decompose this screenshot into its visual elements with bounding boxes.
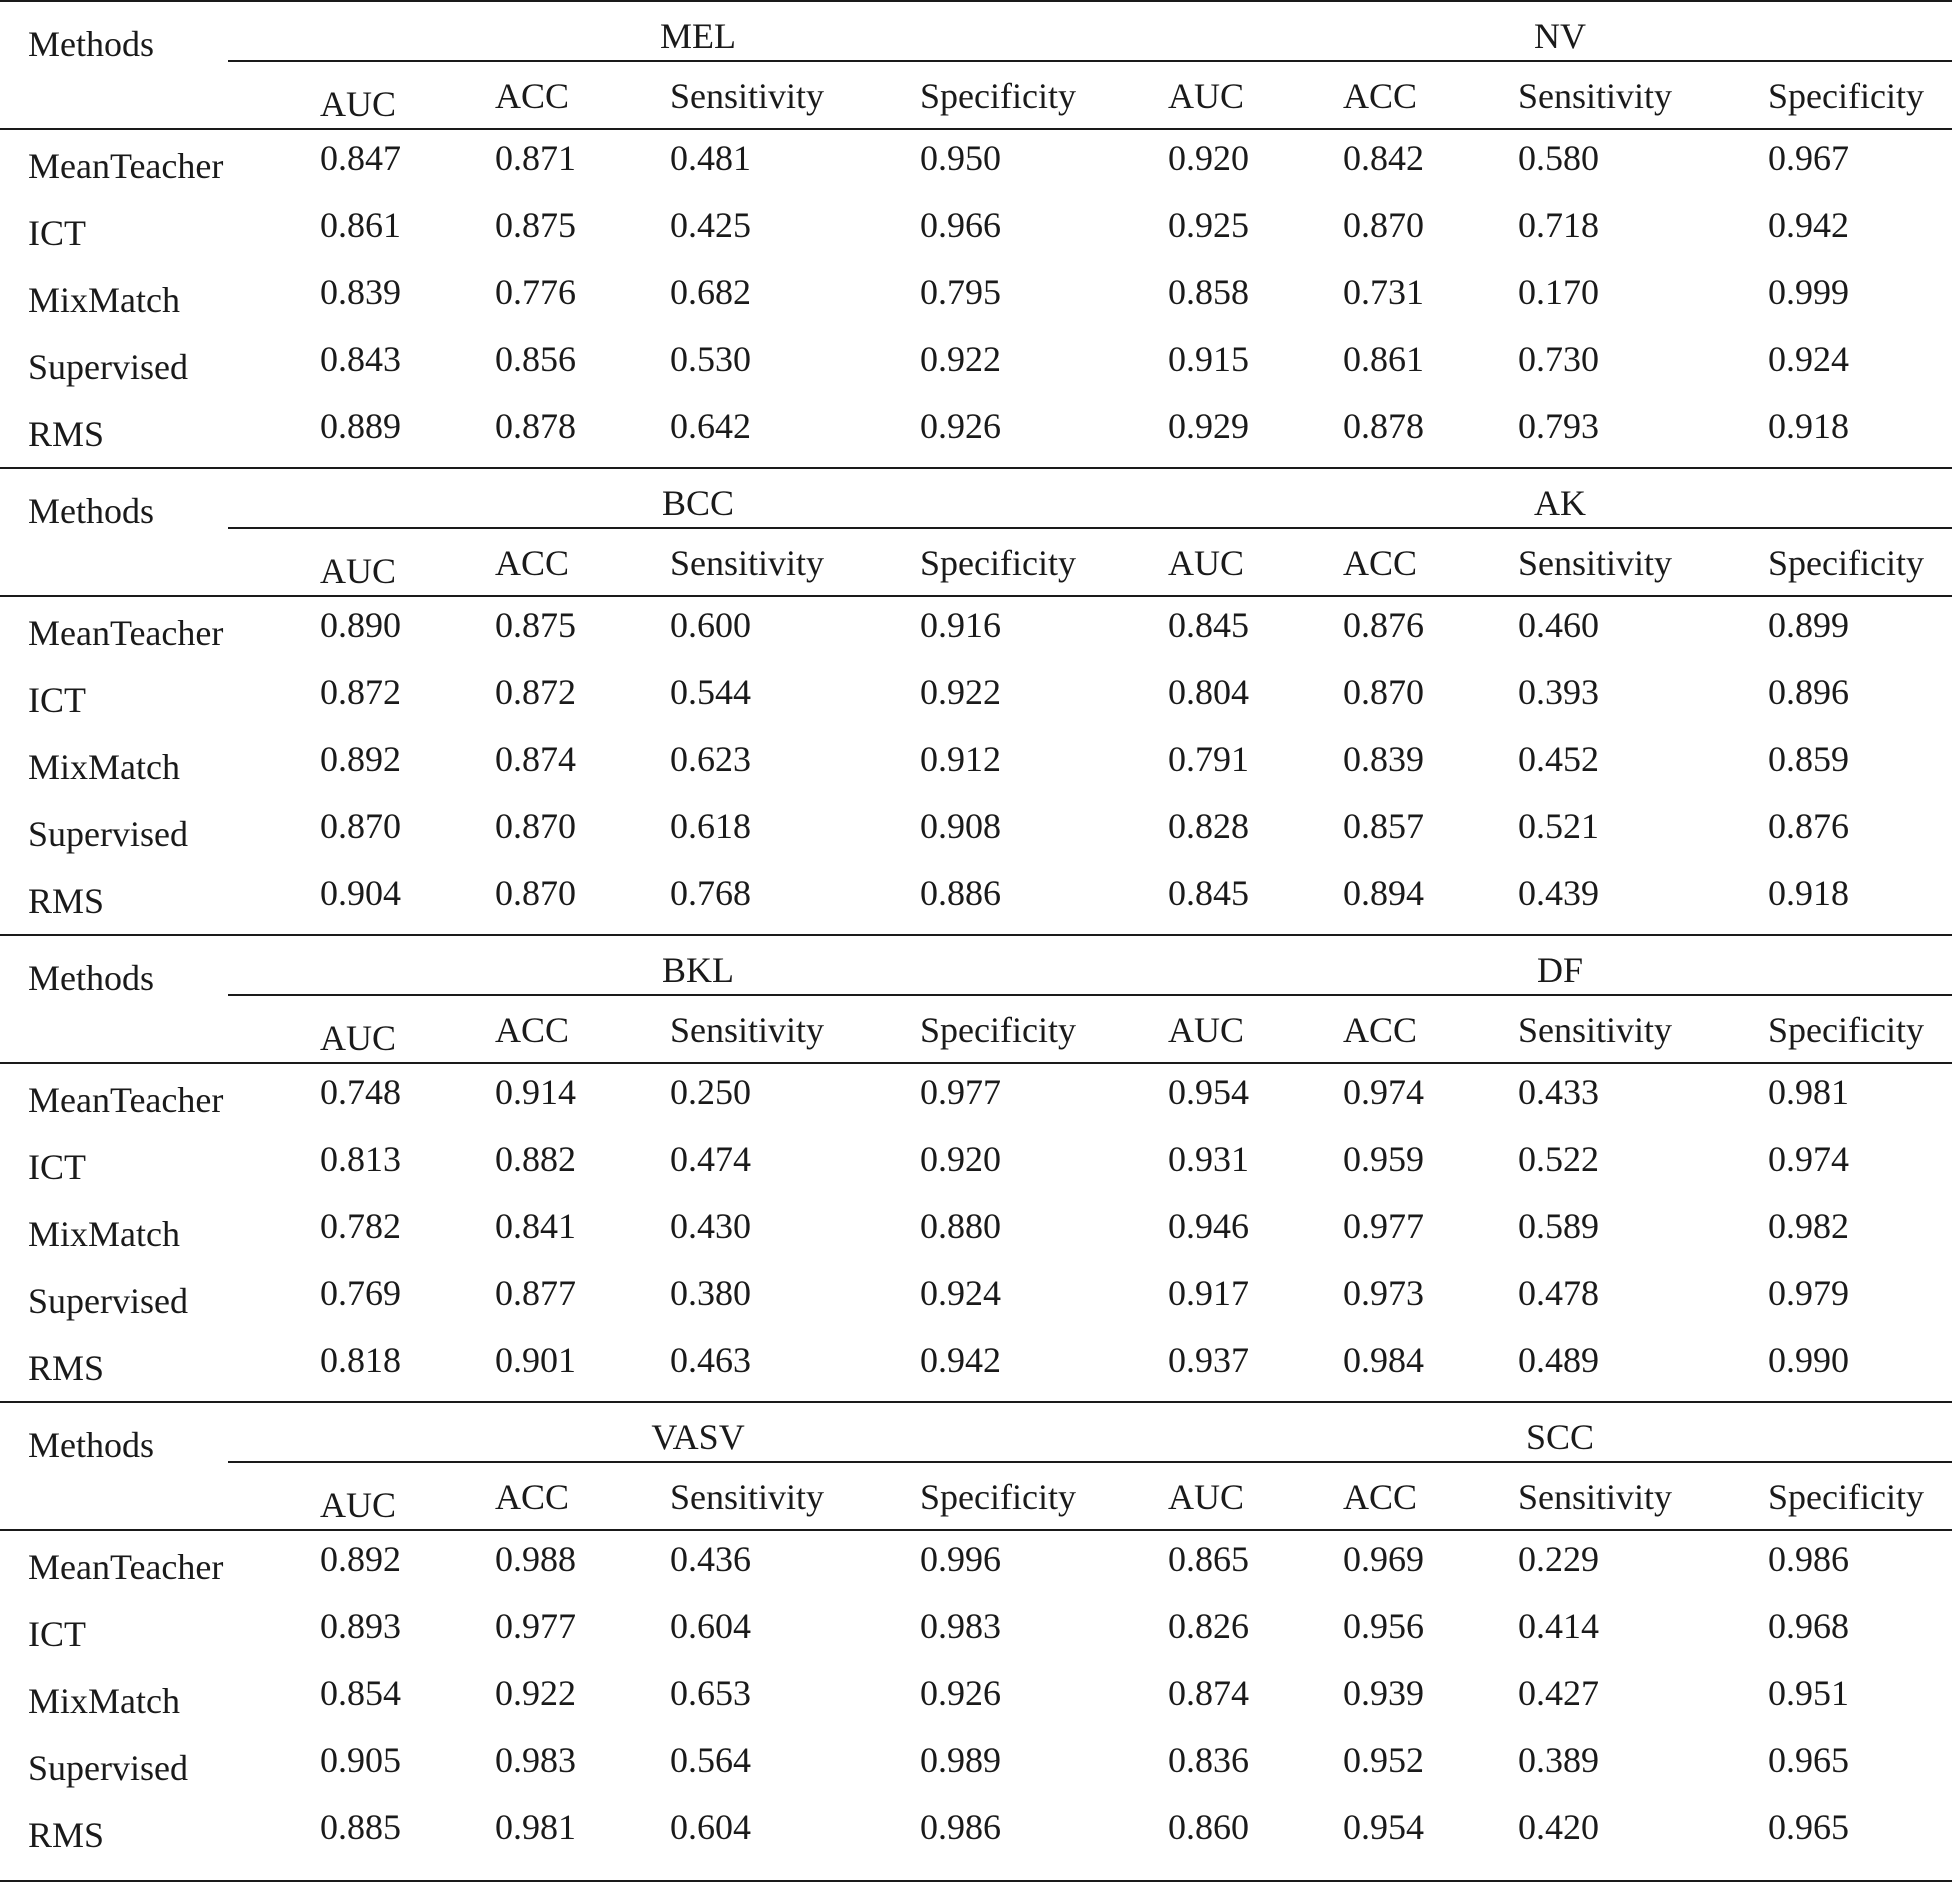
- metric-value: 0.828: [1168, 806, 1249, 846]
- metric-value: 0.877: [495, 1273, 576, 1313]
- metric-value: 0.861: [1343, 339, 1424, 379]
- group-rule: [228, 1461, 1952, 1463]
- metric-header: AUC: [1168, 76, 1245, 116]
- metric-value: 0.988: [495, 1539, 576, 1579]
- metric-value: 0.974: [1768, 1139, 1849, 1179]
- metric-value: 0.982: [1768, 1206, 1849, 1246]
- metric-header: ACC: [495, 1010, 570, 1050]
- metric-value: 0.439: [1518, 873, 1599, 913]
- metric-value: 0.878: [1343, 406, 1424, 446]
- metric-value: 0.600: [670, 605, 751, 645]
- metric-value: 0.870: [495, 806, 576, 846]
- methods-header: Methods: [28, 1425, 154, 1465]
- metric-value: 0.859: [1768, 739, 1849, 779]
- metric-value: 0.870: [1343, 205, 1424, 245]
- metric-value: 0.380: [670, 1273, 751, 1313]
- metric-value: 0.870: [495, 873, 576, 913]
- metric-value: 0.826: [1168, 1606, 1249, 1646]
- metric-value: 0.489: [1518, 1340, 1599, 1380]
- method-name: RMS: [28, 1348, 105, 1388]
- metric-value: 0.922: [495, 1673, 576, 1713]
- metric-value: 0.986: [920, 1807, 1001, 1847]
- metric-value: 0.769: [320, 1273, 401, 1313]
- metric-value: 0.924: [920, 1273, 1001, 1313]
- metric-value: 0.880: [920, 1206, 1001, 1246]
- top-rule: [0, 934, 1952, 936]
- top-rule: [0, 1401, 1952, 1403]
- metric-value: 0.452: [1518, 739, 1599, 779]
- metric-value: 0.890: [320, 605, 401, 645]
- top-rule: [0, 467, 1952, 469]
- metric-value: 0.854: [320, 1673, 401, 1713]
- metric-value: 0.544: [670, 672, 751, 712]
- metric-value: 0.922: [920, 672, 1001, 712]
- metric-value: 0.870: [320, 806, 401, 846]
- metric-header: AUC: [1168, 1477, 1245, 1517]
- metric-value: 0.874: [495, 739, 576, 779]
- method-name: MixMatch: [28, 1681, 180, 1721]
- metric-value: 0.793: [1518, 406, 1599, 446]
- metric-value: 0.618: [670, 806, 751, 846]
- table-block: [0, 934, 1952, 1401]
- metric-value: 0.946: [1168, 1206, 1249, 1246]
- metric-value: 0.564: [670, 1740, 751, 1780]
- metric-value: 0.894: [1343, 873, 1424, 913]
- top-rule: [0, 0, 1952, 2]
- method-name: RMS: [28, 414, 105, 454]
- method-name: MeanTeacher: [28, 146, 224, 186]
- metric-header: ACC: [1343, 76, 1418, 116]
- metric-value: 0.942: [920, 1340, 1001, 1380]
- metric-value: 0.899: [1768, 605, 1849, 645]
- method-name: MeanTeacher: [28, 1547, 224, 1587]
- metric-value: 0.463: [670, 1340, 751, 1380]
- metric-value: 0.886: [920, 873, 1001, 913]
- method-name: Supervised: [28, 1281, 188, 1321]
- metric-value: 0.530: [670, 339, 751, 379]
- metric-value: 0.989: [920, 1740, 1001, 1780]
- metric-header: Specificity: [1768, 543, 1924, 583]
- metric-value: 0.393: [1518, 672, 1599, 712]
- method-name: MixMatch: [28, 747, 180, 787]
- metric-value: 0.973: [1343, 1273, 1424, 1313]
- metric-value: 0.872: [495, 672, 576, 712]
- metric-value: 0.389: [1518, 1740, 1599, 1780]
- metric-header: ACC: [495, 543, 570, 583]
- metric-header: Sensitivity: [670, 1010, 825, 1050]
- metric-value: 0.870: [1343, 672, 1424, 712]
- metric-header: Sensitivity: [1518, 76, 1673, 116]
- metric-value: 0.896: [1768, 672, 1849, 712]
- metric-value: 0.839: [1343, 739, 1424, 779]
- metric-value: 0.893: [320, 1606, 401, 1646]
- metric-value: 0.420: [1518, 1807, 1599, 1847]
- metric-value: 0.782: [320, 1206, 401, 1246]
- metric-value: 0.748: [320, 1072, 401, 1112]
- metric-value: 0.478: [1518, 1273, 1599, 1313]
- metric-header: AUC: [1168, 543, 1245, 583]
- metric-value: 0.818: [320, 1340, 401, 1380]
- method-name: ICT: [28, 680, 86, 720]
- metric-value: 0.965: [1768, 1807, 1849, 1847]
- metric-value: 0.856: [495, 339, 576, 379]
- header-rule: [0, 1529, 1952, 1531]
- metric-value: 0.916: [920, 605, 1001, 645]
- metric-value: 0.875: [495, 205, 576, 245]
- group-rule: [228, 994, 1952, 996]
- metric-value: 0.878: [495, 406, 576, 446]
- metric-value: 0.968: [1768, 1606, 1849, 1646]
- metric-header: ACC: [495, 76, 570, 116]
- metric-value: 0.433: [1518, 1072, 1599, 1112]
- metric-value: 0.959: [1343, 1139, 1424, 1179]
- metric-value: 0.956: [1343, 1606, 1424, 1646]
- method-name: Supervised: [28, 1748, 188, 1788]
- group-rule: [228, 527, 1952, 529]
- metric-value: 0.981: [1768, 1072, 1849, 1112]
- method-name: MixMatch: [28, 1214, 180, 1254]
- metric-header: AUC: [320, 84, 397, 124]
- class-group-header: NV: [1534, 16, 1586, 56]
- metric-header: Sensitivity: [1518, 1477, 1673, 1517]
- metric-value: 0.952: [1343, 1740, 1424, 1780]
- method-name: MixMatch: [28, 280, 180, 320]
- metric-value: 0.589: [1518, 1206, 1599, 1246]
- metric-value: 0.882: [495, 1139, 576, 1179]
- metric-value: 0.875: [495, 605, 576, 645]
- metric-header: Specificity: [1768, 1010, 1924, 1050]
- metric-header: AUC: [320, 551, 397, 591]
- metric-header: Specificity: [1768, 1477, 1924, 1517]
- metric-value: 0.889: [320, 406, 401, 446]
- class-group-header: BCC: [661, 483, 735, 523]
- metric-value: 0.925: [1168, 205, 1249, 245]
- metric-value: 0.999: [1768, 272, 1849, 312]
- metric-header: ACC: [495, 1477, 570, 1517]
- metric-header: AUC: [320, 1485, 397, 1525]
- class-group-header: DF: [1536, 950, 1584, 990]
- metric-header: ACC: [1343, 1477, 1418, 1517]
- metric-value: 0.718: [1518, 205, 1599, 245]
- header-rule: [0, 128, 1952, 130]
- metric-header: Sensitivity: [670, 543, 825, 583]
- metric-value: 0.871: [495, 138, 576, 178]
- metric-value: 0.874: [1168, 1673, 1249, 1713]
- table-block: [0, 467, 1952, 934]
- metric-value: 0.920: [920, 1139, 1001, 1179]
- metric-value: 0.776: [495, 272, 576, 312]
- metric-value: 0.920: [1168, 138, 1249, 178]
- metric-header: Specificity: [1768, 76, 1924, 116]
- metric-value: 0.954: [1343, 1807, 1424, 1847]
- method-name: Supervised: [28, 347, 188, 387]
- metric-value: 0.847: [320, 138, 401, 178]
- metric-value: 0.904: [320, 873, 401, 913]
- metric-header: Sensitivity: [670, 76, 825, 116]
- metric-value: 0.892: [320, 1539, 401, 1579]
- metric-value: 0.918: [1768, 406, 1849, 446]
- metric-header: Sensitivity: [1518, 1010, 1673, 1050]
- method-name: RMS: [28, 881, 105, 921]
- metric-value: 0.996: [920, 1539, 1001, 1579]
- header-rule: [0, 1062, 1952, 1064]
- metric-value: 0.623: [670, 739, 751, 779]
- metric-value: 0.969: [1343, 1539, 1424, 1579]
- metric-header: Specificity: [920, 76, 1076, 116]
- metric-value: 0.845: [1168, 873, 1249, 913]
- metric-value: 0.965: [1768, 1740, 1849, 1780]
- metric-value: 0.250: [670, 1072, 751, 1112]
- metric-value: 0.836: [1168, 1740, 1249, 1780]
- class-group-header: VASV: [651, 1417, 745, 1457]
- method-name: RMS: [28, 1815, 105, 1855]
- metric-value: 0.604: [670, 1807, 751, 1847]
- metric-value: 0.843: [320, 339, 401, 379]
- metric-value: 0.481: [670, 138, 751, 178]
- metric-value: 0.804: [1168, 672, 1249, 712]
- metric-value: 0.857: [1343, 806, 1424, 846]
- metric-value: 0.768: [670, 873, 751, 913]
- metric-value: 0.915: [1168, 339, 1249, 379]
- header-rule: [0, 595, 1952, 597]
- method-name: Supervised: [28, 814, 188, 854]
- method-name: ICT: [28, 1614, 86, 1654]
- metric-value: 0.860: [1168, 1807, 1249, 1847]
- metric-value: 0.876: [1343, 605, 1424, 645]
- metric-value: 0.839: [320, 272, 401, 312]
- metric-header: AUC: [1168, 1010, 1245, 1050]
- methods-header: Methods: [28, 24, 154, 64]
- table-block: [0, 1401, 1952, 1868]
- metric-value: 0.914: [495, 1072, 576, 1112]
- metric-value: 0.845: [1168, 605, 1249, 645]
- table-block: [0, 0, 1952, 467]
- metric-value: 0.977: [495, 1606, 576, 1646]
- metric-value: 0.861: [320, 205, 401, 245]
- metric-value: 0.427: [1518, 1673, 1599, 1713]
- metric-value: 0.974: [1343, 1072, 1424, 1112]
- metric-value: 0.580: [1518, 138, 1599, 178]
- class-group-header: AK: [1534, 483, 1586, 523]
- metric-value: 0.984: [1343, 1340, 1424, 1380]
- metric-value: 0.967: [1768, 138, 1849, 178]
- metric-value: 0.876: [1768, 806, 1849, 846]
- metric-header: Sensitivity: [1518, 543, 1673, 583]
- method-name: ICT: [28, 213, 86, 253]
- metric-value: 0.981: [495, 1807, 576, 1847]
- metric-header: Sensitivity: [670, 1477, 825, 1517]
- metric-value: 0.939: [1343, 1673, 1424, 1713]
- metric-value: 0.653: [670, 1673, 751, 1713]
- method-name: MeanTeacher: [28, 613, 224, 653]
- metric-value: 0.460: [1518, 605, 1599, 645]
- metric-value: 0.813: [320, 1139, 401, 1179]
- metric-value: 0.682: [670, 272, 751, 312]
- metric-value: 0.841: [495, 1206, 576, 1246]
- metric-value: 0.983: [495, 1740, 576, 1780]
- metric-value: 0.937: [1168, 1340, 1249, 1380]
- metric-value: 0.986: [1768, 1539, 1849, 1579]
- metric-value: 0.791: [1168, 739, 1249, 779]
- metric-value: 0.917: [1168, 1273, 1249, 1313]
- metric-value: 0.901: [495, 1340, 576, 1380]
- metric-value: 0.521: [1518, 806, 1599, 846]
- metric-header: Specificity: [920, 1477, 1076, 1517]
- metric-value: 0.931: [1168, 1139, 1249, 1179]
- metric-value: 0.604: [670, 1606, 751, 1646]
- metric-header: ACC: [1343, 1010, 1418, 1050]
- class-group-header: SCC: [1525, 1417, 1595, 1457]
- metric-value: 0.170: [1518, 272, 1599, 312]
- metric-value: 0.942: [1768, 205, 1849, 245]
- group-rule: [228, 60, 1952, 62]
- metric-value: 0.731: [1343, 272, 1424, 312]
- metric-value: 0.950: [920, 138, 1001, 178]
- metric-value: 0.430: [670, 1206, 751, 1246]
- metric-value: 0.983: [920, 1606, 1001, 1646]
- metric-value: 0.977: [920, 1072, 1001, 1112]
- metric-value: 0.912: [920, 739, 1001, 779]
- metric-value: 0.642: [670, 406, 751, 446]
- metric-value: 0.865: [1168, 1539, 1249, 1579]
- metric-value: 0.922: [920, 339, 1001, 379]
- metric-value: 0.474: [670, 1139, 751, 1179]
- metric-header: ACC: [1343, 543, 1418, 583]
- metric-value: 0.951: [1768, 1673, 1849, 1713]
- metric-value: 0.929: [1168, 406, 1249, 446]
- method-name: MeanTeacher: [28, 1080, 224, 1120]
- metric-value: 0.977: [1343, 1206, 1424, 1246]
- metric-header: Specificity: [920, 543, 1076, 583]
- metric-value: 0.892: [320, 739, 401, 779]
- metric-value: 0.926: [920, 1673, 1001, 1713]
- metric-value: 0.966: [920, 205, 1001, 245]
- metric-value: 0.795: [920, 272, 1001, 312]
- metric-value: 0.979: [1768, 1273, 1849, 1313]
- metric-value: 0.858: [1168, 272, 1249, 312]
- metric-value: 0.730: [1518, 339, 1599, 379]
- metric-header: AUC: [320, 1018, 397, 1058]
- metric-value: 0.924: [1768, 339, 1849, 379]
- metric-value: 0.842: [1343, 138, 1424, 178]
- metric-value: 0.425: [670, 205, 751, 245]
- metric-value: 0.990: [1768, 1340, 1849, 1380]
- class-group-header: MEL: [660, 16, 736, 56]
- class-group-header: BKL: [662, 950, 734, 990]
- metric-value: 0.436: [670, 1539, 751, 1579]
- metric-value: 0.918: [1768, 873, 1849, 913]
- metric-value: 0.522: [1518, 1139, 1599, 1179]
- metric-header: Specificity: [920, 1010, 1076, 1050]
- methods-header: Methods: [28, 491, 154, 531]
- metric-value: 0.954: [1168, 1072, 1249, 1112]
- metric-value: 0.905: [320, 1740, 401, 1780]
- bottom-rule: [0, 1880, 1952, 1882]
- method-name: ICT: [28, 1147, 86, 1187]
- metric-value: 0.926: [920, 406, 1001, 446]
- metric-value: 0.414: [1518, 1606, 1599, 1646]
- metric-value: 0.229: [1518, 1539, 1599, 1579]
- metric-value: 0.885: [320, 1807, 401, 1847]
- metric-value: 0.908: [920, 806, 1001, 846]
- metric-value: 0.872: [320, 672, 401, 712]
- methods-header: Methods: [28, 958, 154, 998]
